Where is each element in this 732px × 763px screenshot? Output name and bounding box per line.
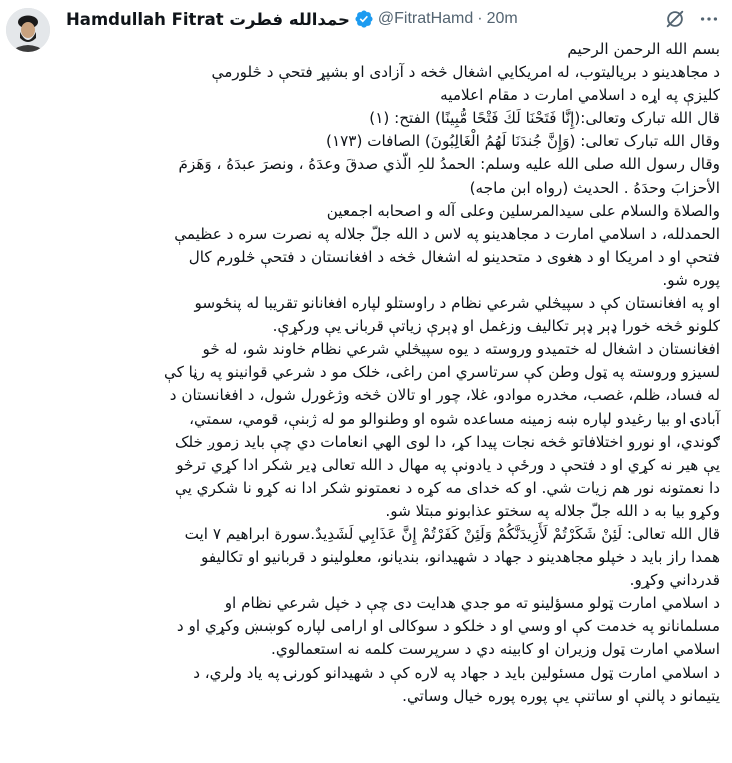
tweet-text-line: فتحې او د امریکا او د هغوی د متحدینو له اشغال څخه د افغانستان د فتحې څلورم کال (188, 247, 720, 266)
header-actions (664, 8, 720, 30)
tweet-text-line: افغانستان د اشغال له ختمیدو وروسته د یوه سپیڅلي شرعي نظام خاوند شو، له څو (202, 340, 720, 359)
tweet-text-line: مسلمانانو په خدمت کې او وسي او د خلکو د سوکالی او ارامی لپاره کوښښ وکړي او د (176, 617, 720, 636)
verified-badge-icon (354, 9, 374, 29)
tweet-text-line: له فساد، ظلم، غصب، مخدره موادو، غلا، چور او تالان څخه وژغورل شول، د افغانستان د (169, 386, 720, 405)
tweet-content (66, 4, 720, 708)
author-handle[interactable]: @FitratHamd (377, 10, 474, 27)
tweet-text-line: اسلامي امارت ټول وزیران او کابینه دي د سرپرست کلمه نه استعمالوي. (271, 640, 720, 659)
tweet-header (66, 4, 720, 34)
tweet-text-line: د مجاهدینو د بریالیتوب، له امریکایي اشغال څخه د آزادی او بشپړ فتحې د څلورمې (211, 63, 720, 82)
avatar-image (6, 8, 50, 52)
tweet-text-line: وقال رسول الله صلی الله علیه وسلم: الحمدُ للہِ الّذي صدقَ وعدَهُ ، ونصرَ عبدَهُ ، وَهَزمَ (178, 155, 720, 174)
tweet-text-line: کلونو څخه خورا ډېر ډېر تکالیف وزغمل او ډېرې زیاتې قربانۍ یې ورکړې. (272, 317, 720, 336)
tweet-text-line: ګوندي، او نورو اختلافاتو څخه نجات پیدا کړ، دا لوی الهي انعامات دي چې باید زموږ خلک (174, 432, 720, 451)
tweet-text (66, 38, 720, 708)
author-display-name[interactable]: Hamdullah Fitrat حمدالله فطرت (66, 9, 350, 29)
tweet-text-line: او په افغانستان کې د سپیڅلي شرعي نظام د راوستلو لپاره افغانانو تقریبا له پنځوسو (194, 294, 720, 313)
tweet-text-line: د اسلامي امارت ټولو مسؤلینو ته مو جدي هدایت دی چې د خپل شرعي نظام او (224, 594, 720, 613)
tweet-text-line: لسیزو وروسته په ټول وطن کې سرتاسري امن راغی، خلک مو د شرعي قوانینو په رڼا کې (163, 363, 720, 382)
tweet-text-line: قال الله تبارک وتعالی:(إِنَّا فَتَحْنَا لَكَ فَتْحًا مُّبِينًا) الفتح: (١) (369, 109, 720, 128)
tweet-text-line: آبادۍ او بیا رغیدو لپاره ښه زمینه مساعده شوه او وطنوالو مو له ژبنې، قومي، سمتي، (189, 409, 720, 428)
separator-dot: · (477, 10, 483, 27)
tweet-text-line: همدا راز باید د خپلو مجاهدینو د جهاد د شهیدانو، بندیانو، معلولینو د قربانیو او تکالیفو (201, 548, 720, 567)
tweet-text-line: وکړو بیا به د الله جلّ جلاله په سختو عذابونو مبتلا شو. (385, 501, 720, 520)
tweet-text-line: قدرداني وکړو. (629, 571, 720, 590)
tweet-text-line: الأحزابَ وحدَهُ . الحدیث (رواه ابن ماجه) (469, 178, 720, 197)
tweet-timestamp[interactable]: 20m (486, 10, 518, 27)
tweet-text-line: وقال الله تبارک تعالی: (وَإِنَّ جُندَنَا لَهُمُ الْغَالِبُونَ) الصافات (١٧٣) (326, 132, 720, 151)
tweet-text-line: یې هیر نه کړي او د فتحې د ورځې د یادونې په مهال د الله تعالی ډیر شکر ادا کړي ترڅو (176, 455, 720, 474)
tweet-text-line: قال الله تعالی: لَئِنْ شَكَرْتُمْ لَأَزِيدَنَّكُمْ وَلَئِنْ كَفَرْتُمْ إِنَّ عَذَابِي لَشَدِيدٌ.سورة ابراهیم ۷ ایت (184, 524, 720, 543)
tweet-text-line: الحمدلله، د اسلامي امارت د مجاهدینو په لاس د الله جلّ جلاله په نصرت سره د عظیمې (174, 224, 720, 243)
avatar-column (6, 8, 50, 52)
tweet-text-line: بسم الله الرحمن الرحیم (567, 40, 720, 58)
tweet-text-line: یتیمانو د پالنې او ساتنې یې پوره پوره خیال وساتي. (402, 686, 720, 705)
tweet-text-line: پوره شو. (662, 270, 720, 289)
more-icon[interactable] (698, 8, 720, 30)
tweet-text-line: دا نعمتونه نور هم زیات شي. او که خدای مه کړه د نعمتونو شکر ادا نه کړو نا شکري یې (174, 478, 720, 497)
tweet-text-line: د اسلامي امارت ټول مسئولین باید د جهاد په لاره کې د شهیدانو کورنۍ په یاد ولري، د (193, 663, 720, 682)
tweet-text-line: والصلاة والسلام علی سیدالمرسلین وعلی آله و اصحابه اجمعین (326, 201, 720, 220)
tweet-text-line: کلیزې په اړه د اسلامي امارت د مقام اعلامیه (440, 86, 720, 105)
grok-icon[interactable] (664, 8, 686, 30)
avatar[interactable] (6, 8, 50, 52)
